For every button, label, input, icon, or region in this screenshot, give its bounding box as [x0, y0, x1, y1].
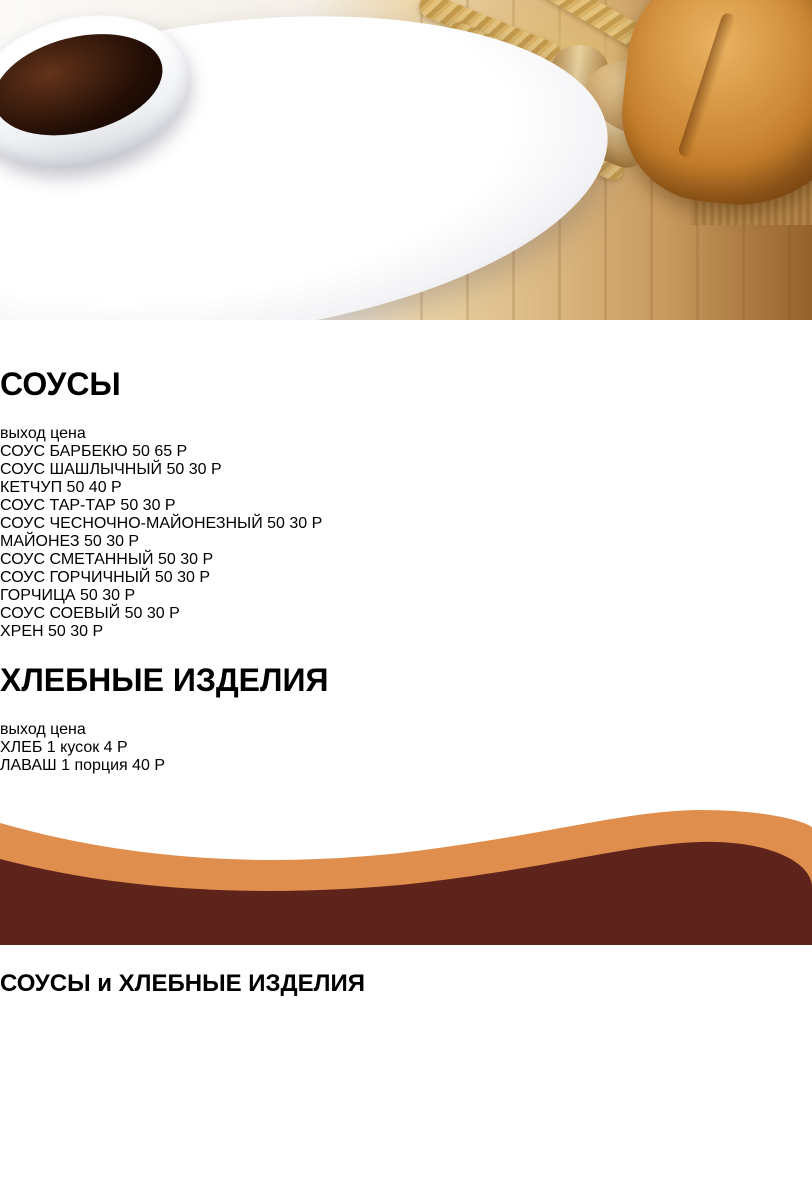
- menu-item-row: [0, 443, 812, 461]
- footer-wave-bands: [0, 775, 812, 945]
- footer-title: СОУСЫ и ХЛЕБНЫЕ ИЗДЕЛИЯ: [0, 969, 365, 997]
- item-price: 30 Р: [146, 604, 180, 622]
- item-price: 30 Р: [70, 622, 104, 640]
- item-name: КЕТЧУП: [0, 478, 63, 496]
- menu-item-row: [0, 551, 812, 569]
- column-header-price: цена: [50, 720, 86, 738]
- menu-item-row: [0, 497, 812, 515]
- menu-item-row: [0, 757, 812, 775]
- item-name: МАЙОНЕЗ: [0, 532, 80, 550]
- menu-item-row: [0, 461, 812, 479]
- item-name: СОУС БАРБЕКЮ: [0, 442, 128, 460]
- item-portion: 50: [124, 604, 143, 622]
- item-name: СОУС ЧЕСНОЧНО-МАЙОНЕЗНЫЙ: [0, 514, 263, 532]
- menu-item-row: [0, 605, 812, 623]
- menu-item-row: [0, 479, 812, 497]
- item-name: ЛАВАШ: [0, 756, 57, 774]
- item-price: 40 Р: [88, 478, 122, 496]
- item-portion: 50: [154, 568, 173, 586]
- item-price: 30 Р: [106, 532, 140, 550]
- item-portion: 50: [157, 550, 176, 568]
- menu-item-row: [0, 587, 812, 605]
- menu-item-row: [0, 569, 812, 587]
- item-name: СОУС ГОРЧИЧНЫЙ: [0, 568, 151, 586]
- section-title-bread: ХЛЕБНЫЕ ИЗДЕЛИЯ: [0, 662, 329, 699]
- item-name: СОУС СОЕВЫЙ: [0, 604, 121, 622]
- item-portion: 50: [66, 478, 85, 496]
- bread-item-list: [0, 739, 812, 775]
- menu-item-row: [0, 623, 812, 641]
- item-portion: 50: [80, 586, 98, 604]
- item-portion: 50: [83, 532, 102, 550]
- item-portion: 1 порция: [61, 756, 128, 774]
- sauces-item-list: [0, 443, 812, 641]
- item-name: ГОРЧИЦА: [0, 586, 76, 604]
- item-name: ХЛЕБ: [0, 738, 43, 756]
- item-price: 30 Р: [177, 568, 211, 586]
- item-portion: 50: [166, 460, 185, 478]
- item-portion: 50: [132, 442, 150, 460]
- item-price: 65 Р: [154, 442, 188, 460]
- item-name: СОУС СМЕТАННЫЙ: [0, 550, 154, 568]
- item-portion: 50: [48, 622, 66, 640]
- item-price: 30 Р: [102, 586, 136, 604]
- section-title-sauces: СОУСЫ: [0, 366, 121, 403]
- item-name: СОУС ШАШЛЫЧНЫЙ: [0, 460, 163, 478]
- menu-item-row: [0, 739, 812, 757]
- item-price: 4 Р: [103, 738, 128, 756]
- column-header-output: выход: [0, 424, 46, 442]
- menu-item-row: [0, 533, 812, 551]
- item-portion: 50: [120, 496, 139, 514]
- item-portion: 50: [267, 514, 285, 532]
- item-price: 30 Р: [289, 514, 323, 532]
- item-price: 30 Р: [188, 460, 222, 478]
- item-portion: 1 кусок: [46, 738, 100, 756]
- menu-item-row: [0, 515, 812, 533]
- hero-photo: [0, 0, 812, 320]
- column-header-price: цена: [50, 424, 86, 442]
- item-price: 30 Р: [180, 550, 214, 568]
- item-price: 30 Р: [142, 496, 176, 514]
- item-name: СОУС ТАР-ТАР: [0, 496, 116, 514]
- item-price: 40 Р: [132, 756, 166, 774]
- item-name: ХРЕН: [0, 622, 44, 640]
- column-header-output: выход: [0, 720, 46, 738]
